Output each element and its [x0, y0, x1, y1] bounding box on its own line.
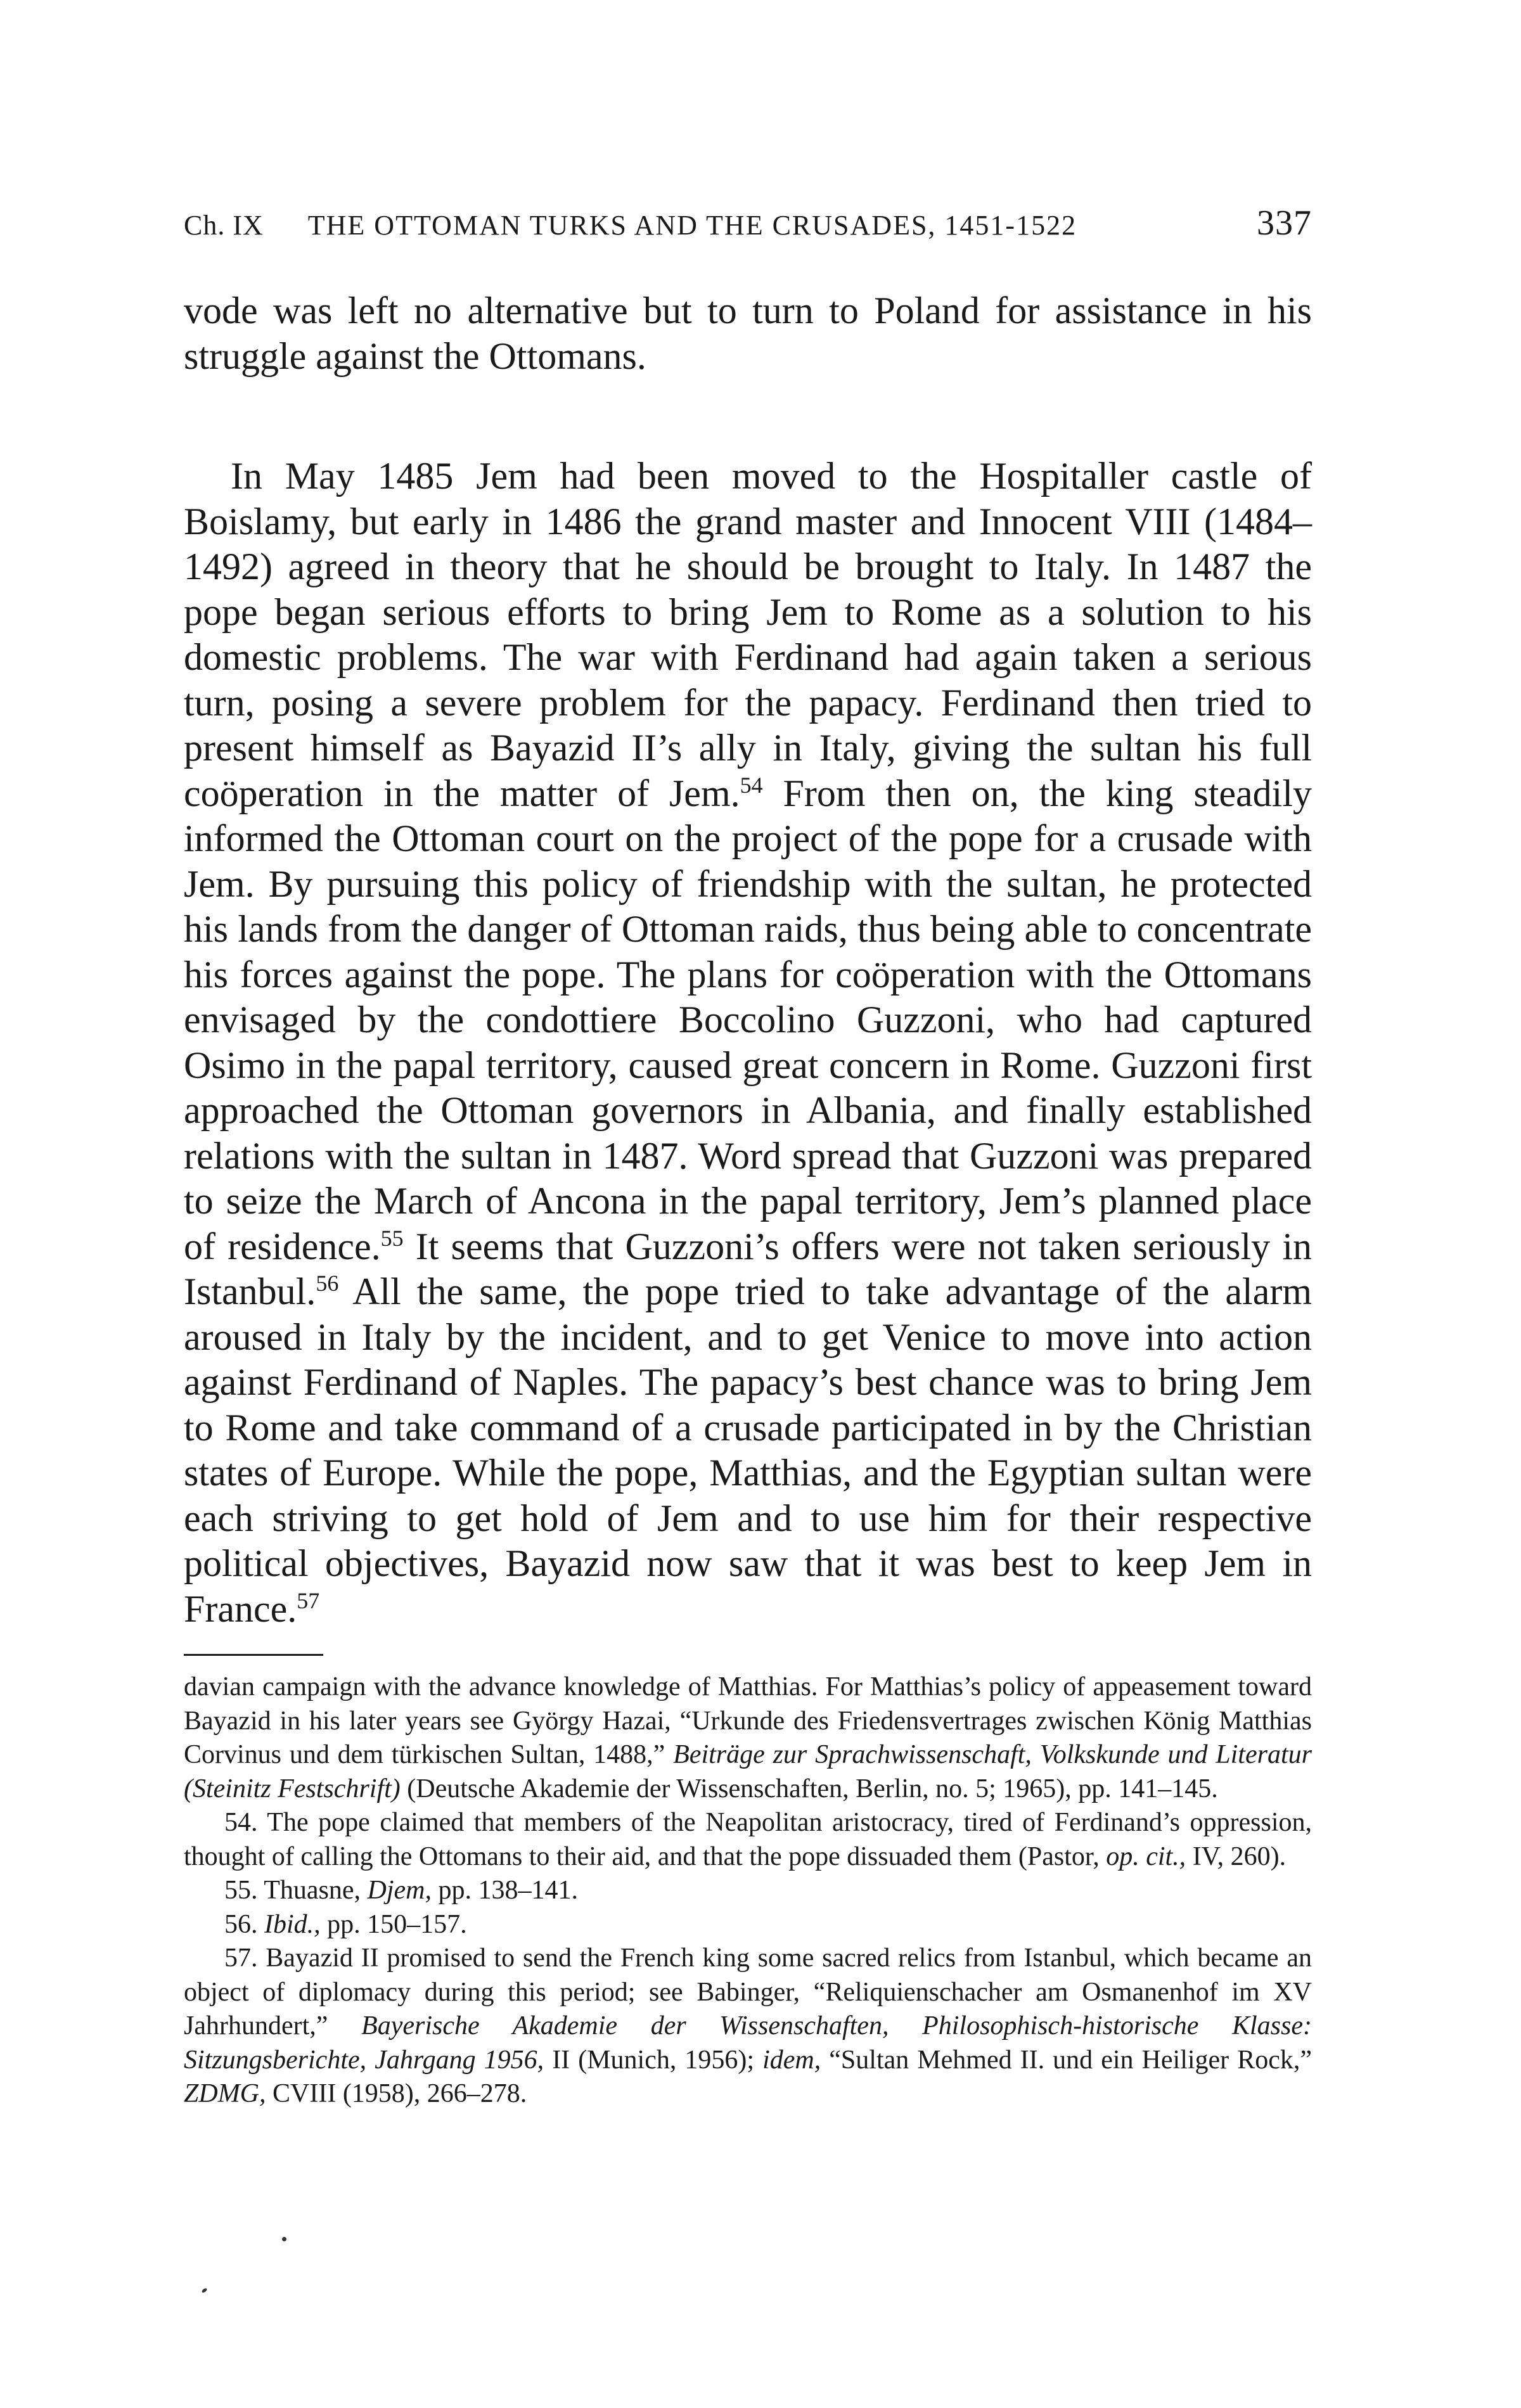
paragraph-jem [184, 454, 1312, 1632]
footnote-italic: Ibid., [264, 1909, 321, 1939]
running-title: THE OTTOMAN TURKS AND THE CRUSADES, 1451-1522 [307, 210, 1077, 241]
footnote-56 [184, 1908, 1312, 1942]
footnote-italic: Beiträge zur Sprachwissenschaft, Volkskunde und Literatur (Steinitz Festschrift) [184, 1740, 1312, 1803]
footnote-text: (Deutsche Akademie der Wissenschaften, Berlin, no. 5; 1965), pp. 141–145. [400, 1774, 1218, 1803]
footnote-text: “Sultan Mehmed II. und ein Heiliger Rock,” [821, 2045, 1312, 2075]
footnote-ref-55: 55 [380, 1225, 404, 1251]
stray-mark [282, 2237, 286, 2241]
text-segment: It seems that Guzzoni’s offers were not taken seriously in Istanbul. [184, 1225, 1312, 1312]
footnote-57 [184, 1942, 1312, 2111]
footnote-54 [184, 1806, 1312, 1874]
stray-mark [201, 2288, 207, 2293]
footnote-text: II (Munich, 1956); [544, 2045, 763, 2075]
footnote-text: CVIII (1958), 266–278. [266, 2079, 527, 2108]
footnote-text: IV, 260). [1186, 1841, 1287, 1871]
text-segment: All the same, the pope tried to take advantage of the alarm aroused in Italy by the incident, and to get Venice to move into action against Ferdinand of Naples. The papacy’s best chance was to bring Jem to Rome and take command of a crusade participated in by the Christian states of Europe. While the pope, Matthias, and the Egyptian sultan were each striving to get hold of Jem and to use him for their respective political objectives, Bayazid now saw that it was best to keep Jem in France. [184, 1271, 1312, 1630]
footnote-text: 57. Bayazid II promised to send the French king some sacred relics from Istanbul, which became an object of diplomacy during this period; see Babinger, “Reliquienschacher am Osmanenhof im XV Jahrhundert,” [184, 1944, 1312, 2040]
footnote-italic: ZDMG, [184, 2079, 266, 2108]
footnote-ref-57: 57 [297, 1587, 320, 1613]
footnote-text: 54. The pope claimed that members of the Neapolitan aristocracy, tired of Ferdinand’s oppression, thought of calling the Ottomans to their aid, and that the pope dissuaded them (Pastor, [184, 1808, 1312, 1871]
footnote-ref-54: 54 [740, 772, 763, 798]
footnote-text: 55. Thuasne, [224, 1876, 368, 1905]
footnote-divider [184, 1654, 323, 1656]
footnote-ref-56: 56 [316, 1271, 339, 1296]
footnote-55 [184, 1874, 1312, 1908]
page-number: 337 [1257, 203, 1312, 243]
footnote-italic: op. cit., [1106, 1841, 1186, 1871]
continued-paragraph: vode was left no alternative but to turn to Poland for assistance in his struggle against the Ottomans. [184, 290, 1312, 377]
chapter-label: Ch. IX [184, 210, 264, 241]
footnote-continued [184, 1670, 1312, 1806]
footnote-text: pp. 138–141. [432, 1876, 579, 1905]
footnote-text: 56. [224, 1909, 264, 1939]
main-text [184, 288, 1312, 1632]
footnote-italic: idem, [762, 2045, 821, 2075]
text-segment: In May 1485 Jem had been moved to the Hospitaller castle of Boislamy, but early in 1486 the grand master and Innocent VIII (1484–1492) agreed in theory that he should be brought to Italy. In 1487 the pope began serious efforts to bring Jem to Rome as a solution to his domestic problems. The war with Ferdinand had again taken a serious turn, posing a severe problem for the papacy. Ferdinand then tried to present himself as Bayazid II’s ally in Italy, giving the sultan his full coöperation in the matter of Jem. [184, 455, 1312, 814]
text-segment: From then on, the king steadily informed the Ottoman court on the project of the pope for a crusade with Jem. By pursuing this policy of friendship with the sultan, he protected his lands from the danger of Ottoman raids, thus being able to concentrate his forces against the pope. The plans for coöperation with the Ottomans envisaged by the condottiere Boccolino Guzzoni, who had captured Osimo in the papal territory, caused great concern in Rome. Guzzoni first approached the Ottoman governors in Albania, and finally established relations with the sultan in 1487. Word spread that Guzzoni was prepared to seize the March of Ancona in the papal territory, Jem’s planned place of residence. [184, 772, 1312, 1267]
page-header [184, 203, 1312, 243]
footnote-italic: Bayerische Akademie der Wissenschaften, Philosophisch-historische Klasse: Sitzungsberichte, Jahrgang 1956, [184, 2011, 1312, 2075]
footnotes [184, 1670, 1312, 2111]
footnote-italic: Djem, [367, 1876, 432, 1905]
footnote-text: pp. 150–157. [320, 1909, 467, 1939]
footnote-text: davian campaign with the advance knowledge of Matthias. For Matthias’s policy of appeasement toward Bayazid in his later years see György Hazai, “Urkunde des Friedensvertrages zwischen König Matthias Corvinus und dem türkischen Sultan, 1488,” [184, 1672, 1312, 1769]
